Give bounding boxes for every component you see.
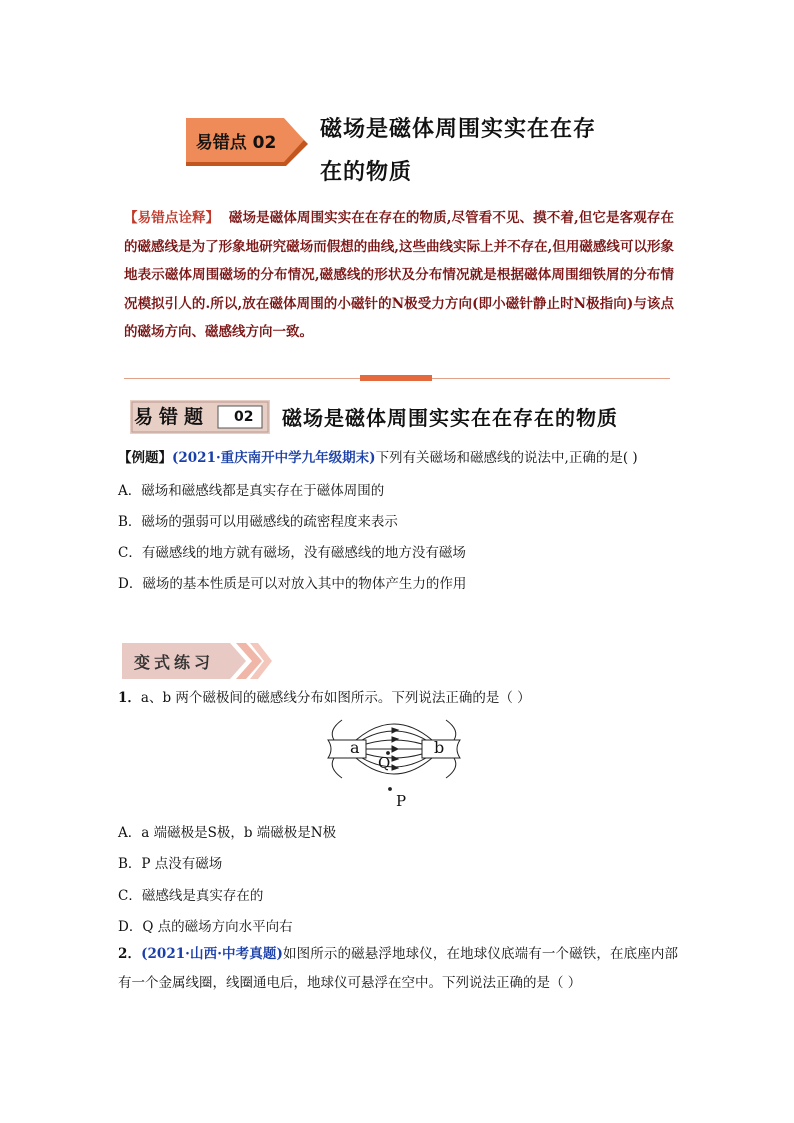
question-2-number: 2． [118, 946, 142, 962]
question-2-source: (2021·山西·中考真题) [141, 946, 283, 962]
example-option-b: B．磁场的强弱可以用磁感线的疏密程度来表示 [118, 514, 398, 530]
example-source: (2021·重庆南开中学九年级期末) [172, 450, 376, 466]
magnetic-field-diagram [326, 708, 466, 812]
point-q-label: Q [378, 754, 391, 772]
section-number: 02 [234, 409, 254, 425]
error-point-tag-label: 易错点 02 [195, 133, 277, 153]
example-prefix: 【例题】 [118, 450, 172, 466]
example-option-d: D．磁场的基本性质是可以对放入其中的物体产生力的作用 [118, 576, 467, 592]
question-2-text: 如图所示的磁悬浮地球仪，在地球仪底端有一个磁铁，在底座内部有一个金属线圈，线圈通电后，地球仪可悬浮在空中。下列说法正确的是（ ） [118, 946, 679, 991]
section-title: 磁场是磁体周围实实在在存在的物质 [282, 406, 618, 430]
question-1-option-b: B．P 点没有磁场 [118, 856, 223, 872]
question-1-option-d: D．Q 点的磁场方向水平向右 [118, 919, 293, 935]
explanation-text: 磁场是磁体周围实实在在存在的物质,尽管看不见、摸不着,但它是客观存在的磁感线是为了形象地研究磁场而假想的曲线,这些曲线实际上并不存在,但用磁感线可以形象地表示磁体周围磁场的分布情况,磁感线的形状及分布情况就是根据磁体周围细铁屑的分布情况模拟引人的.所以,放在磁体周围的小磁针的N极受力方向(即小磁针静止时N极指向)与该点的磁场方向、磁感线方向一致。 [124, 210, 674, 340]
example-option-c: C．有磁感线的地方就有磁场，没有磁感线的地方没有磁场 [118, 545, 466, 561]
variant-practice-label: 变式练习 [134, 653, 215, 672]
pole-b-label: b [434, 738, 445, 757]
explanation-label: 【易错点诠释】 [124, 210, 220, 226]
section-label: 易错题 [134, 406, 210, 428]
magnet-a [328, 740, 366, 758]
question-1 [118, 686, 531, 706]
page-title-line1: 磁场是磁体周围实实在在存 [320, 116, 597, 142]
question-1-number: 1． [118, 690, 141, 706]
question-1-option-c: C．磁感线是真实存在的 [118, 888, 264, 904]
explanation-paragraph [124, 204, 674, 347]
question-1-text: a、b 两个磁极间的磁感线分布如图所示。下列说法正确的是（ ） [140, 690, 531, 706]
page-title-line2: 在的物质 [320, 159, 413, 185]
example-question [118, 446, 638, 466]
example-option-a: A．磁场和磁感线都是真实存在于磁体周围的 [118, 483, 385, 499]
question-1-option-a: A．a 端磁极是S极，b 端磁极是N极 [118, 825, 337, 841]
section-divider-accent [360, 375, 432, 381]
point-p-label: P [396, 792, 407, 810]
example-stem: 下列有关磁场和磁感线的说法中,正确的是( ) [375, 450, 638, 466]
question-2 [118, 940, 678, 998]
pole-a-label: a [350, 738, 360, 757]
